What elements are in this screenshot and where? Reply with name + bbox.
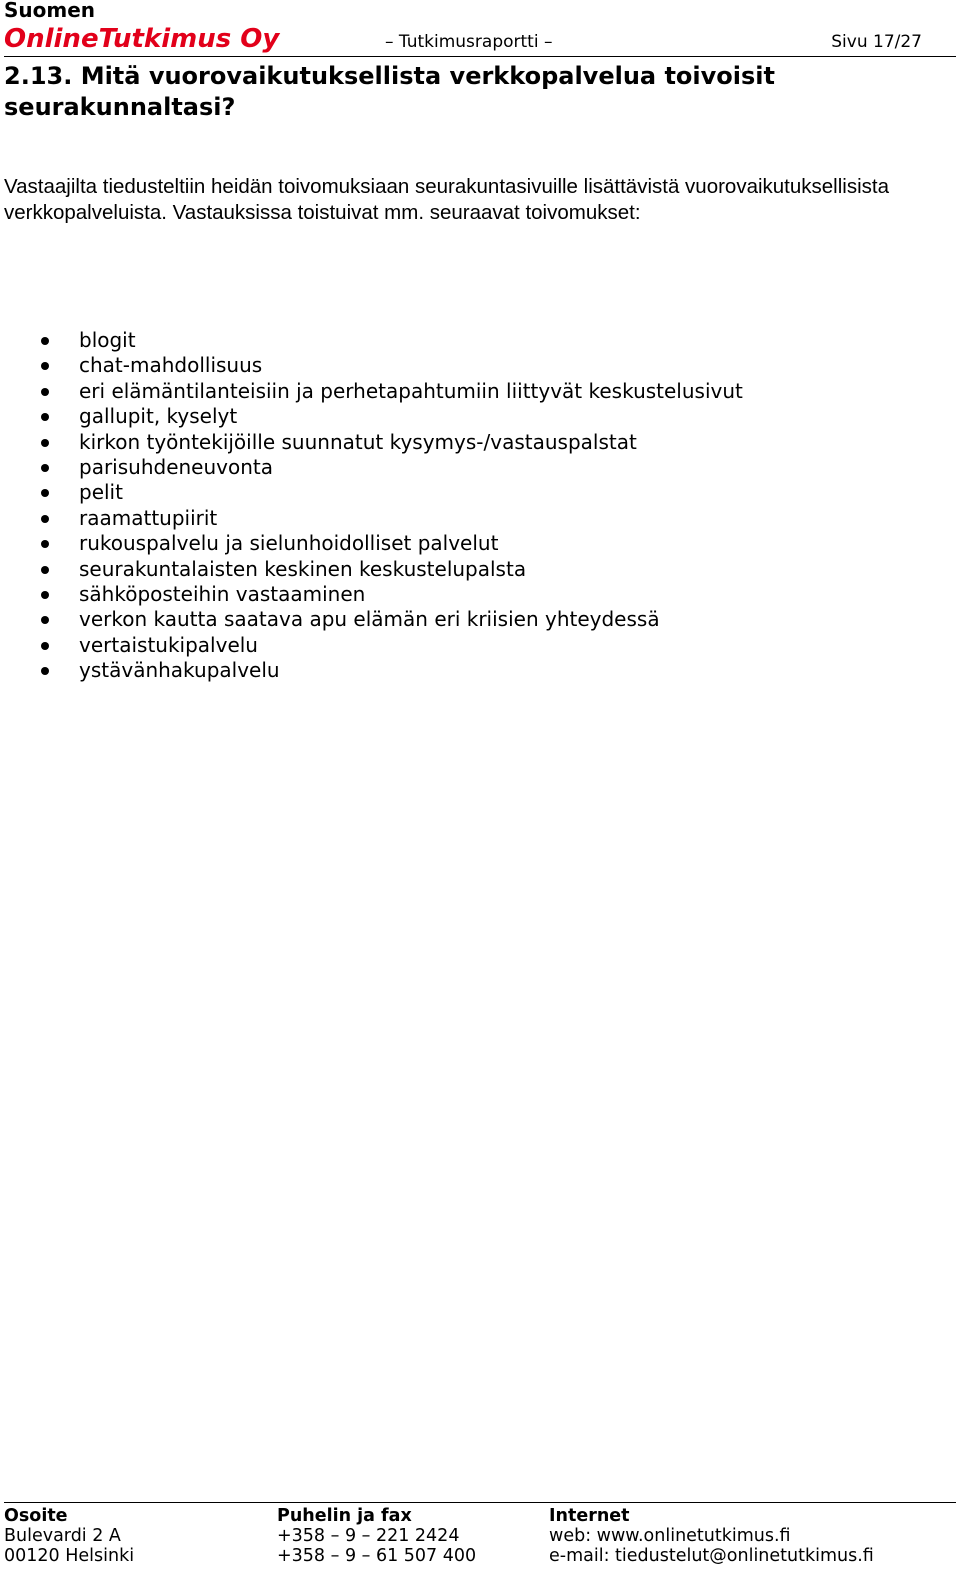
list-item bbox=[0, 633, 743, 658]
header-divider bbox=[4, 56, 956, 57]
page-number: Sivu 17/27 bbox=[831, 32, 922, 52]
list-item bbox=[0, 404, 743, 429]
list-item-label: rukouspalvelu ja sielunhoidolliset palvelut bbox=[79, 531, 499, 556]
footer-internet bbox=[549, 1506, 874, 1566]
bullet-icon bbox=[41, 515, 49, 523]
footer-fax-line2: +358 – 9 – 61 507 400 bbox=[277, 1546, 477, 1566]
footer-address-title: Osoite bbox=[4, 1506, 68, 1526]
list-item-label: parisuhdeneuvonta bbox=[79, 454, 274, 479]
wish-list bbox=[0, 328, 743, 683]
list-item bbox=[0, 480, 743, 505]
bullet-icon bbox=[41, 616, 49, 624]
company-name-line1: Suomen bbox=[4, 0, 96, 22]
list-item-label: kirkon työntekijöille suunnatut kysymys-/vastauspalstat bbox=[79, 429, 637, 454]
footer-phone-line1: +358 – 9 – 221 2424 bbox=[277, 1526, 460, 1546]
list-item bbox=[0, 430, 743, 455]
footer-email-link[interactable]: e-mail: tiedustelut@onlinetutkimus.fi bbox=[549, 1546, 874, 1566]
list-item-label: gallupit, kyselyt bbox=[79, 404, 238, 429]
bullet-icon bbox=[41, 642, 49, 650]
list-item bbox=[0, 379, 743, 404]
list-item-label: ystävänhakupalvelu bbox=[79, 658, 280, 683]
footer-phone-title: Puhelin ja fax bbox=[277, 1506, 412, 1526]
bullet-icon bbox=[41, 566, 49, 574]
footer-address bbox=[4, 1506, 134, 1566]
list-item-label: verkon kautta saatava apu elämän eri kriisien yhteydessä bbox=[79, 607, 660, 632]
bullet-icon bbox=[41, 439, 49, 447]
footer-divider bbox=[4, 1502, 956, 1503]
list-item bbox=[0, 455, 743, 480]
footer-web-link[interactable]: web: www.onlinetutkimus.fi bbox=[549, 1526, 791, 1546]
bullet-icon bbox=[41, 362, 49, 370]
bullet-icon bbox=[41, 489, 49, 497]
list-item bbox=[0, 353, 743, 378]
list-item-label: vertaistukipalvelu bbox=[79, 632, 258, 657]
bullet-icon bbox=[41, 337, 49, 345]
list-item-label: pelit bbox=[79, 480, 123, 505]
list-item-label: raamattupiirit bbox=[79, 505, 218, 530]
section-intro: Vastaajilta tiedusteltiin heidän toivomuksiaan seurakuntasivuille lisättävistä vuorovaikutuksellisista verkkopalveluista. Vastauksissa toistuivat mm. seuraavat toivomukset: bbox=[4, 175, 889, 224]
report-label: – Tutkimusraportti – bbox=[385, 32, 553, 52]
section-heading: 2.13. Mitä vuorovaikutuksellista verkkopalvelua toivoisit seurakunnaltasi? bbox=[4, 62, 775, 121]
footer-internet-title: Internet bbox=[549, 1506, 630, 1526]
bullet-icon bbox=[41, 591, 49, 599]
company-brand: OnlineTutkimus Oy bbox=[4, 24, 280, 54]
list-item-label: blogit bbox=[79, 328, 136, 352]
footer-address-line1: Bulevardi 2 A bbox=[4, 1526, 121, 1546]
list-item-label: sähköposteihin vastaaminen bbox=[79, 581, 366, 606]
list-item-label: chat-mahdollisuus bbox=[79, 353, 263, 378]
list-item bbox=[0, 328, 743, 353]
list-item bbox=[0, 582, 743, 607]
list-item bbox=[0, 557, 743, 582]
list-item bbox=[0, 531, 743, 556]
list-item-label: eri elämäntilanteisiin ja perhetapahtumiin liittyvät keskustelusivut bbox=[79, 378, 743, 403]
bullet-icon bbox=[41, 388, 49, 396]
footer-phone bbox=[277, 1506, 476, 1566]
footer-address-line2: 00120 Helsinki bbox=[4, 1546, 135, 1566]
bullet-icon bbox=[41, 413, 49, 421]
bullet-icon bbox=[41, 540, 49, 548]
bullet-icon bbox=[41, 667, 49, 675]
list-item bbox=[0, 506, 743, 531]
list-item bbox=[0, 658, 743, 683]
bullet-icon bbox=[41, 464, 49, 472]
list-item-label: seurakuntalaisten keskinen keskustelupalsta bbox=[79, 556, 527, 581]
list-item bbox=[0, 607, 743, 632]
